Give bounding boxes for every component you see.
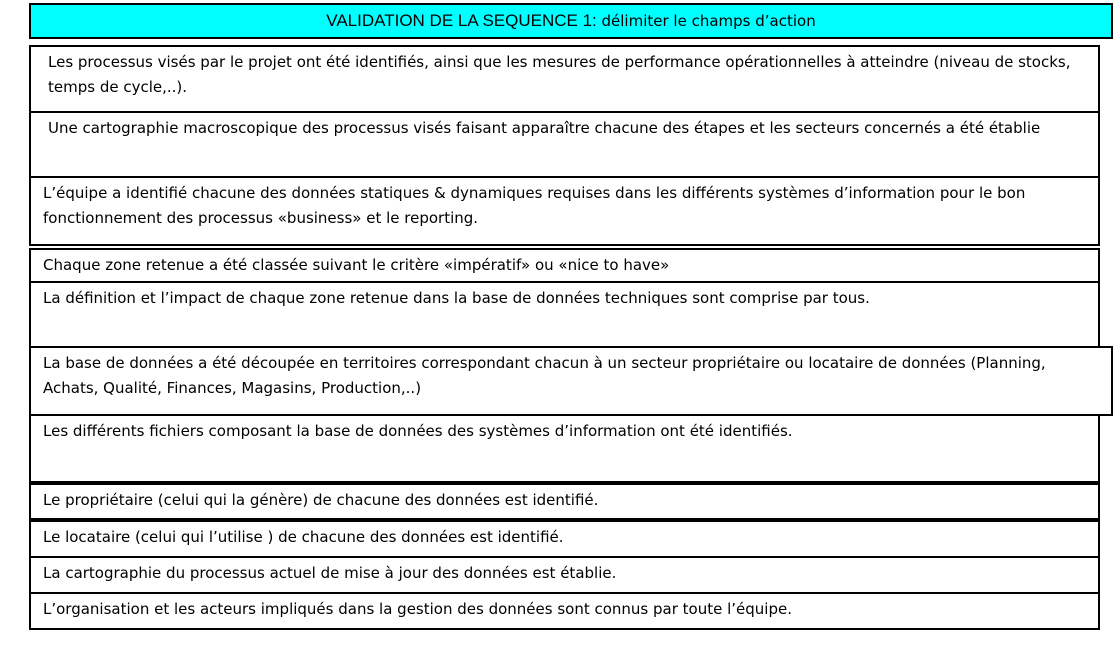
checklist-item: L’organisation et les acteurs impliqués dans la gestion des données sont connus par toute l’équipe. xyxy=(29,592,1100,630)
header-title: VALIDATION DE LA SEQUENCE 1: xyxy=(326,11,597,30)
checklist-item: Chaque zone retenue a été classée suivant le critère «impératif» ou «nice to have» xyxy=(29,248,1100,283)
checklist-item: Les différents fichiers composant la base de données des systèmes d’information ont été identifiés. xyxy=(29,414,1100,483)
checklist-item: Les processus visés par le projet ont été identifiés, ainsi que les mesures de performance opérationnelles à atteindre (niveau de stocks, temps de cycle,..). xyxy=(29,45,1100,113)
checklist-item: L’équipe a identifié chacune des données statiques & dynamiques requises dans les différents systèmes d’information pour le bon fonctionnement des processus «business» et le reporting. xyxy=(29,176,1100,246)
checklist-item: Le propriétaire (celui qui la génère) de chacune des données est identifié. xyxy=(29,483,1100,520)
checklist-item: Le locataire (celui qui l’utilise ) de chacune des données est identifié. xyxy=(29,520,1100,558)
checklist-item: La base de données a été découpée en territoires correspondant chacun à un secteur propriétaire ou locataire de données (Planning, Achats, Qualité, Finances, Magasins, Production,..) xyxy=(29,346,1113,416)
checklist-item: La cartographie du processus actuel de mise à jour des données est établie. xyxy=(29,556,1100,594)
header-subtitle: délimiter le champs d’action xyxy=(601,12,816,30)
checklist-item: Une cartographie macroscopique des processus visés faisant apparaître chacune des étapes et les secteurs concernés a été établie xyxy=(29,111,1100,178)
checklist-item: La définition et l’impact de chaque zone retenue dans la base de données techniques sont comprise par tous. xyxy=(29,281,1100,348)
